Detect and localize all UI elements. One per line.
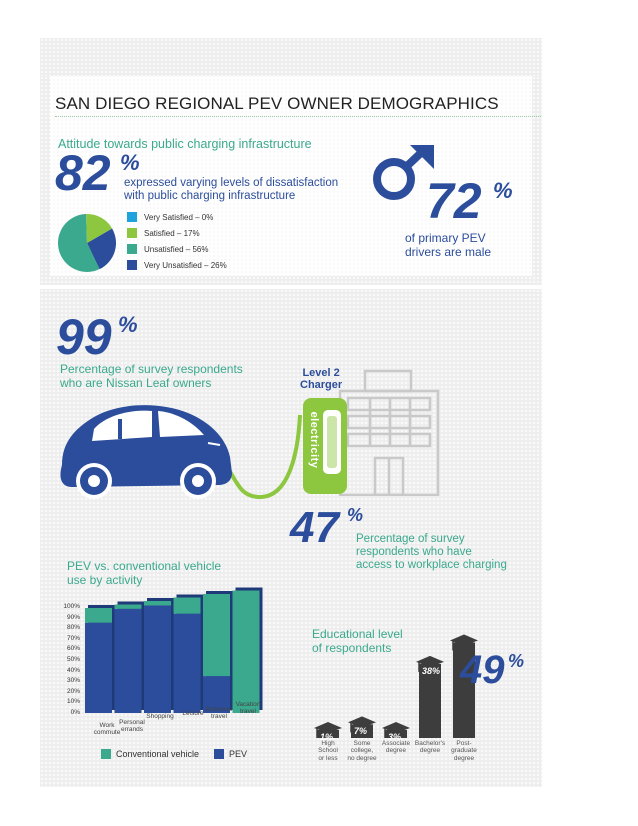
legend-unsatisfied: [127, 244, 208, 254]
bar-pev: [85, 623, 112, 713]
male-stat: 72: [426, 173, 482, 229]
leaf-caption-line2: who are Nissan Leaf owners: [60, 375, 212, 390]
legend-label: Very Unsatisfied – 26%: [144, 260, 227, 270]
education-chart-title-line2: of respondents: [312, 640, 392, 655]
legend-swatch: [127, 212, 137, 222]
legend-swatch: [127, 260, 137, 270]
workplace-stat: 47: [290, 503, 339, 552]
activity-bar-chart: [80, 580, 280, 720]
legend-very-satisfied: [127, 212, 213, 222]
legend-label: Unsatisfied – 56%: [144, 244, 209, 254]
charger-label-line1: Level 2: [302, 367, 340, 379]
bar-conventional: [174, 598, 201, 614]
attitude-stat: [55, 145, 111, 201]
legend-label: Conventional vehicle: [116, 749, 200, 759]
workplace-caption: [356, 533, 507, 573]
legend-satisfied: [127, 228, 200, 238]
education-category-label: Associate degree: [381, 740, 411, 755]
education-value-label: 38%: [422, 665, 441, 676]
education-chart-title-line1: Educational level: [312, 627, 403, 641]
leaf-caption: [60, 363, 243, 391]
attitude-caption: [124, 177, 338, 203]
leaf-caption-line1: Percentage of survey respondents: [60, 362, 243, 376]
bar-pev: [115, 609, 142, 713]
leaf-pct: %: [118, 312, 138, 337]
legend-swatch: [127, 228, 137, 238]
workplace-caption-line1: Percentage of survey: [356, 533, 465, 545]
y-tick-label: 10%: [66, 698, 80, 706]
male-caption-line1: of primary PEV: [405, 231, 486, 245]
bar-pev: [144, 605, 171, 713]
legend-label: Satisfied – 17%: [144, 228, 200, 238]
x-tick-label: Shopping: [146, 713, 174, 720]
legend-very-unsatisfied: [127, 260, 227, 270]
y-tick-label: 90%: [66, 613, 80, 621]
bar-conventional: [144, 601, 171, 605]
attitude-pct: %: [120, 150, 140, 175]
y-tick-label: 100%: [63, 603, 80, 610]
workplace-caption-line3: access to workplace charging: [356, 559, 507, 572]
x-tick-label: Leisure: [182, 710, 204, 717]
attitude-stat-number: 82: [55, 145, 111, 201]
education-category-label: Post- graduate degree: [451, 740, 477, 762]
x-tick-label: Work commute: [93, 722, 121, 737]
workplace-caption-line2: respondents who have: [356, 546, 472, 559]
workplace-pct: %: [347, 505, 364, 525]
charger-label: [300, 367, 342, 391]
attitude-pie-chart: [57, 213, 117, 273]
x-tick-label: Vacation travel: [235, 701, 261, 716]
bar-conventional: [233, 591, 260, 714]
legend-label: PEV: [229, 749, 248, 759]
top-bottom-band: [40, 276, 542, 285]
education-category-label: Bachelor's degree: [414, 740, 446, 755]
top-left-strip: [40, 76, 50, 285]
activity-chart-title-line2: use by activity: [67, 572, 143, 587]
y-tick-label: 70%: [66, 634, 80, 642]
car-illustration: [48, 395, 308, 510]
page-title: SAN DIEGO REGIONAL PEV OWNER DEMOGRAPHICS: [55, 94, 499, 113]
education-highlight-pct: %: [508, 651, 525, 671]
y-tick-label: 50%: [66, 656, 80, 663]
attitude-heading: Attitude towards public charging infrastructure: [58, 137, 312, 151]
activity-legend-conventional: [101, 749, 199, 759]
x-tick-label: Business travel: [205, 706, 233, 721]
top-band: [40, 38, 542, 76]
education-category-label: High School or less: [318, 740, 338, 762]
title-divider: [55, 116, 541, 117]
y-tick-label: 30%: [66, 677, 80, 685]
education-value-label: 7%: [354, 726, 368, 737]
y-tick-label: 60%: [66, 645, 80, 653]
bar-conventional: [85, 608, 112, 623]
male-caption: [405, 232, 491, 260]
y-tick-label: 40%: [66, 666, 80, 674]
education-value-label: 3%: [388, 732, 402, 742]
attitude-caption-line1: expressed varying levels of dissatisfaction: [124, 177, 339, 189]
charger-vertical-text: electricity: [308, 411, 320, 469]
bar-pev: [174, 614, 201, 713]
male-pct: %: [493, 178, 513, 203]
education-highlight-stat: 49: [460, 648, 505, 692]
y-tick-label: 20%: [66, 687, 80, 695]
male-caption-line2: drivers are male: [405, 244, 492, 259]
activity-chart-title-line1: PEV vs. conventional vehicle: [67, 559, 222, 573]
bar-conventional: [115, 605, 142, 609]
activity-legend-pev: [214, 749, 247, 759]
legend-label: Very Satisfied – 0%: [144, 212, 214, 222]
leaf-stat: 99: [56, 309, 112, 365]
attitude-caption-line2: with public charging infrastructure: [124, 190, 296, 203]
charger-label-line2: Charger: [300, 379, 343, 392]
education-value-label: 1%: [320, 732, 334, 742]
education-category-label: Some college, no degree: [347, 740, 377, 762]
top-right-strip: [532, 76, 542, 285]
bar-conventional: [203, 594, 230, 676]
legend-swatch: [214, 749, 224, 759]
y-tick-label: 80%: [66, 624, 80, 632]
y-tick-label: 0%: [70, 709, 80, 716]
legend-swatch: [127, 244, 137, 254]
legend-swatch: [101, 749, 111, 759]
x-tick-label: Personal errands: [119, 719, 145, 734]
